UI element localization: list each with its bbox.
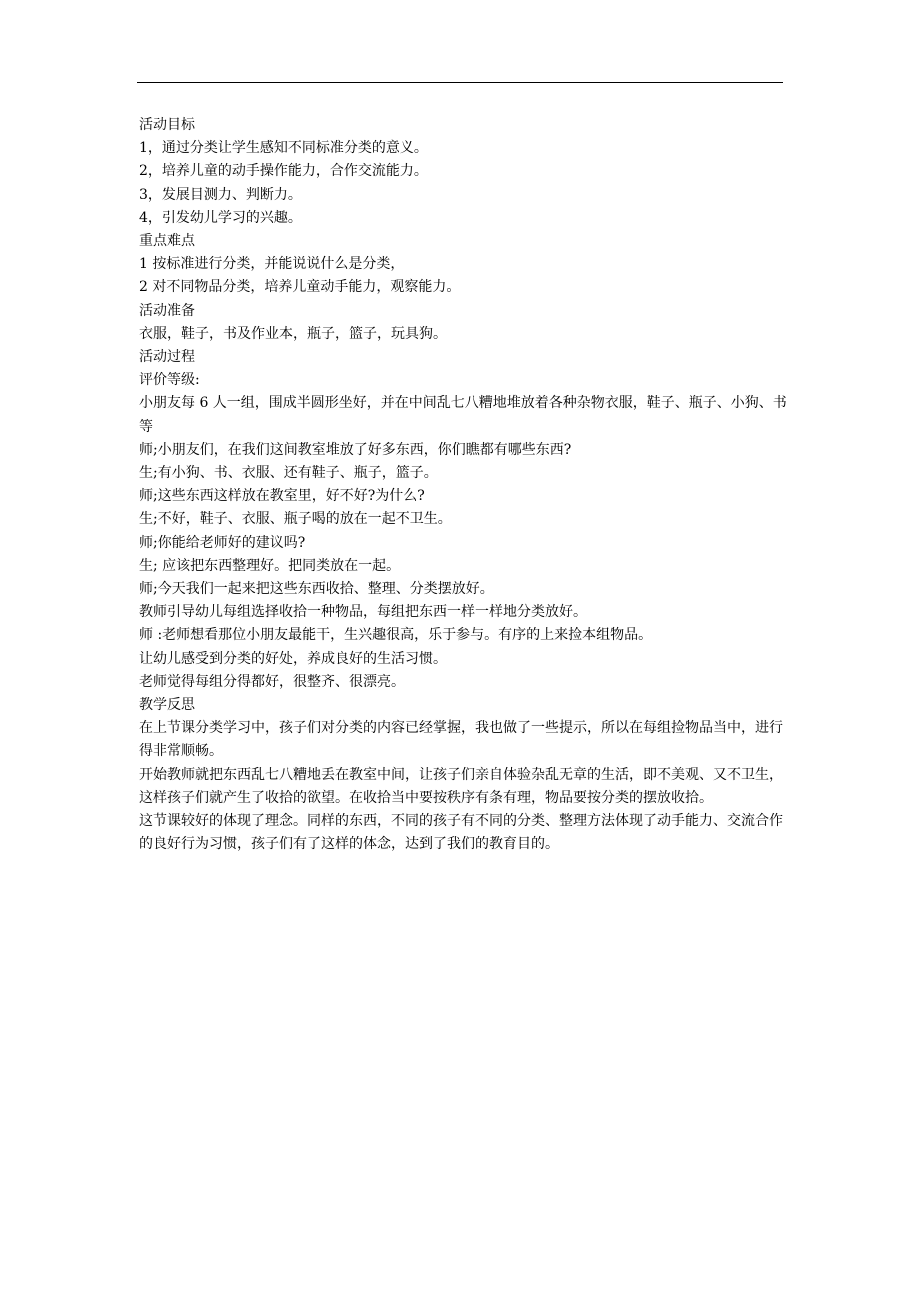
dialogue-line: 生;有小狗、书、衣服、还有鞋子、瓶子，篮子。 <box>139 465 438 482</box>
document-body <box>139 114 787 857</box>
section-heading-preparation: 活动准备 <box>139 302 195 319</box>
process-paragraph: 教师引导幼儿每组选择收拾一种物品，每组把东西一样一样地分类放好。 <box>139 604 587 621</box>
evaluation-label: 评价等级: <box>139 372 200 389</box>
dialogue-line: 师;这些东西这样放在教室里，好不好?为什么? <box>139 488 425 505</box>
section-heading-goals: 活动目标 <box>139 117 195 133</box>
goal-item: 3，发展目测力、判断力。 <box>139 186 302 203</box>
goal-item: 1，通过分类让学生感知不同标准分类的意义。 <box>139 140 428 157</box>
dialogue-line: 生;不好，鞋子、衣服、瓶子喝的放在一起不卫生。 <box>139 511 452 528</box>
goal-item: 2，培养儿童的动手操作能力，合作交流能力。 <box>139 163 428 180</box>
reflection-paragraph: 开始教师就把东西乱七八糟地丢在教室中间，让孩子们亲自体验杂乱无章的生活，即不美观、又不卫生，这样孩子们就产生了收拾的欲望。在收拾当中要按秩序有条有理，物品要按分类的摆放收拾。 <box>139 766 783 806</box>
dialogue-line: 师;小朋友们，在我们这间教室堆放了好多东西，你们瞧都有哪些东西? <box>139 441 572 458</box>
dialogue-line: 师;你能给老师好的建议吗? <box>139 534 306 551</box>
process-paragraph: 让幼儿感受到分类的好处，养成良好的生活习惯。 <box>139 650 447 667</box>
preparation-text: 衣服，鞋子，书及作业本，瓶子，篮子，玩具狗。 <box>139 325 447 342</box>
dialogue-line: 师;今天我们一起来把这些东西收拾、整理、分类摆放好。 <box>139 581 494 598</box>
process-paragraph: 小朋友每 6 人一组，围成半圆形坐好，并在中间乱七八糟地堆放着各种杂物衣服，鞋子、瓶子、小狗、书等 <box>139 395 787 435</box>
goal-item: 4，引发幼儿学习的兴趣。 <box>139 209 302 226</box>
section-heading-reflection: 教学反思 <box>139 697 195 714</box>
dialogue-line: 生; 应该把东西整理好。把同类放在一起。 <box>139 557 401 574</box>
header-rule <box>137 82 783 83</box>
dialogue-line: 师 :老师想看那位小朋友最能干，生兴趣很高，乐于参与。有序的上来捡本组物品。 <box>139 627 653 644</box>
reflection-paragraph: 在上节课分类学习中，孩子们对分类的内容已经掌握，我也做了一些提示，所以在每组捡物品当中，进行得非常顺畅。 <box>139 720 783 760</box>
reflection-paragraph: 这节课较好的体现了理念。同样的东西，不同的孩子有不同的分类、整理方法体现了动手能力、交流合作的良好行为习惯，孩子们有了这样的体念，达到了我们的教育目的。 <box>139 813 783 853</box>
key-point-item: 1 按标准进行分类，并能说说什么是分类， <box>139 256 405 273</box>
process-paragraph: 老师觉得每组分得都好，很整齐、很漂亮。 <box>139 673 405 690</box>
key-point-item: 2 对不同物品分类，培养儿童动手能力，观察能力。 <box>139 279 461 296</box>
section-heading-key-points: 重点难点 <box>139 233 195 250</box>
section-heading-process: 活动过程 <box>139 349 195 366</box>
